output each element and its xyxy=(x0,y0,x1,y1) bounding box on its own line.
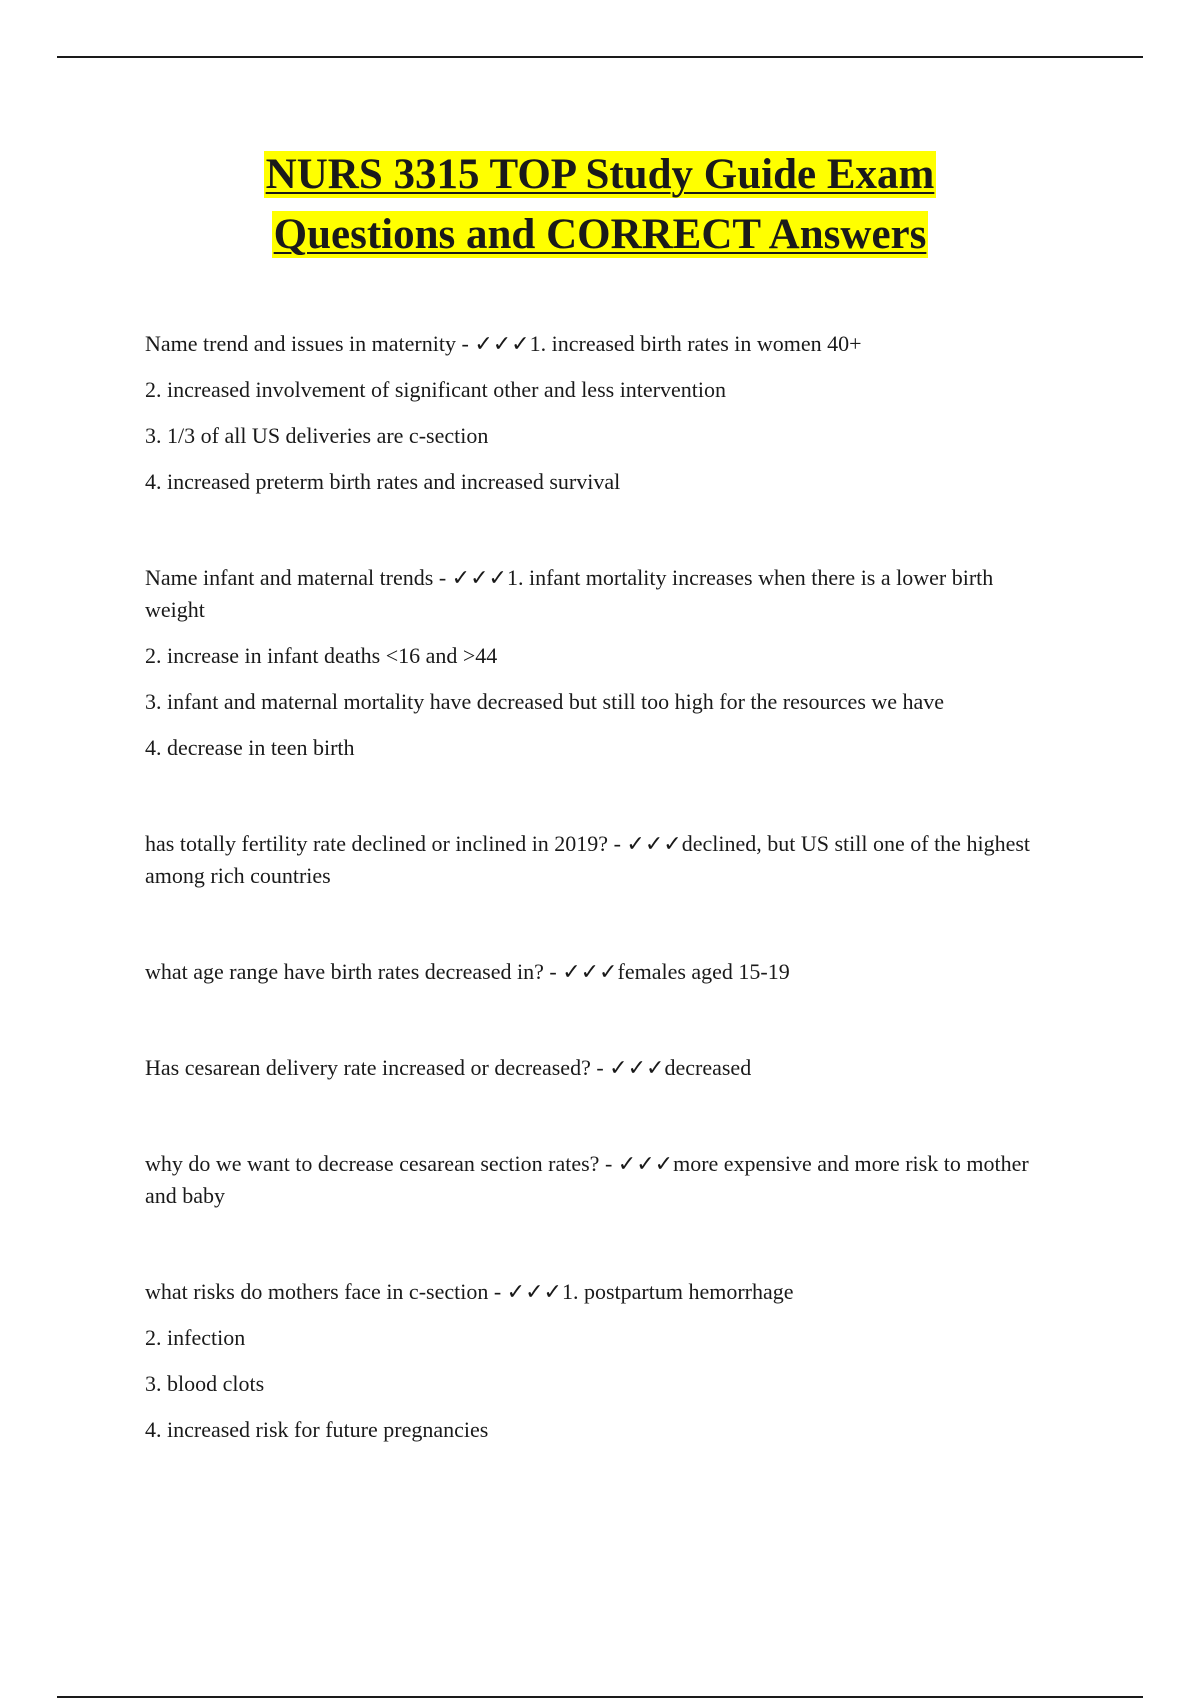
qa-question: Name infant and maternal trends - ✓✓✓1. infant mortality increases when there is a lower birth weight xyxy=(145,565,994,622)
check-marks: ✓✓✓ xyxy=(474,331,530,356)
qa-question: Name trend and issues in maternity - ✓✓✓1. increased birth rates in women 40+ xyxy=(145,331,862,356)
answer-line: 2. infection xyxy=(145,1325,246,1350)
answer-line: 2. increase in infant deaths <16 and >44 xyxy=(145,643,498,668)
document-title xyxy=(0,145,1200,265)
answer-line: 3. blood clots xyxy=(145,1371,265,1396)
answer-line: 4. increased risk for future pregnancies xyxy=(145,1417,489,1442)
check-marks: ✓✓✓ xyxy=(451,565,507,590)
answer-line: 4. increased preterm birth rates and increased survival xyxy=(145,469,621,494)
qa-item-2 xyxy=(145,562,1045,764)
qa-item-6 xyxy=(145,1148,1045,1212)
bottom-rule xyxy=(57,1696,1143,1698)
answer-line: 3. infant and maternal mortality have decreased but still too high for the resources we have xyxy=(145,689,945,714)
answer-line: 3. 1/3 of all US deliveries are c-section xyxy=(145,423,489,448)
check-marks: ✓✓✓ xyxy=(562,959,618,984)
qa-question: has totally fertility rate declined or inclined in 2019? - ✓✓✓declined, but US still one of the highest among rich countries xyxy=(145,831,1031,888)
title-line-1: NURS 3315 TOP Study Guide Exam xyxy=(265,151,935,198)
qa-item-3 xyxy=(145,828,1045,892)
answer-line: 4. decrease in teen birth xyxy=(145,735,355,760)
check-marks: ✓✓✓ xyxy=(617,1151,674,1176)
qa-question: Has cesarean delivery rate increased or decreased? - ✓✓✓decreased xyxy=(145,1055,752,1080)
qa-question: what age range have birth rates decreased in? - ✓✓✓females aged 15-19 xyxy=(145,959,790,984)
title-line-2: Questions and CORRECT Answers xyxy=(273,211,927,258)
qa-item-5 xyxy=(145,1052,1045,1084)
check-marks: ✓✓✓ xyxy=(609,1055,665,1080)
qa-item-1 xyxy=(145,328,1045,498)
check-marks: ✓✓✓ xyxy=(506,1279,562,1304)
top-rule xyxy=(57,56,1143,58)
qa-item-7 xyxy=(145,1276,1045,1446)
check-marks: ✓✓✓ xyxy=(626,831,682,856)
qa-question: what risks do mothers face in c-section - ✓✓✓1. postpartum hemorrhage xyxy=(145,1279,794,1304)
qa-item-4 xyxy=(145,956,1045,988)
answer-line: 2. increased involvement of significant other and less intervention xyxy=(145,377,727,402)
qa-list xyxy=(145,328,1045,1510)
qa-question: why do we want to decrease cesarean section rates? - ✓✓✓more expensive and more risk to mother and baby xyxy=(145,1151,1029,1208)
